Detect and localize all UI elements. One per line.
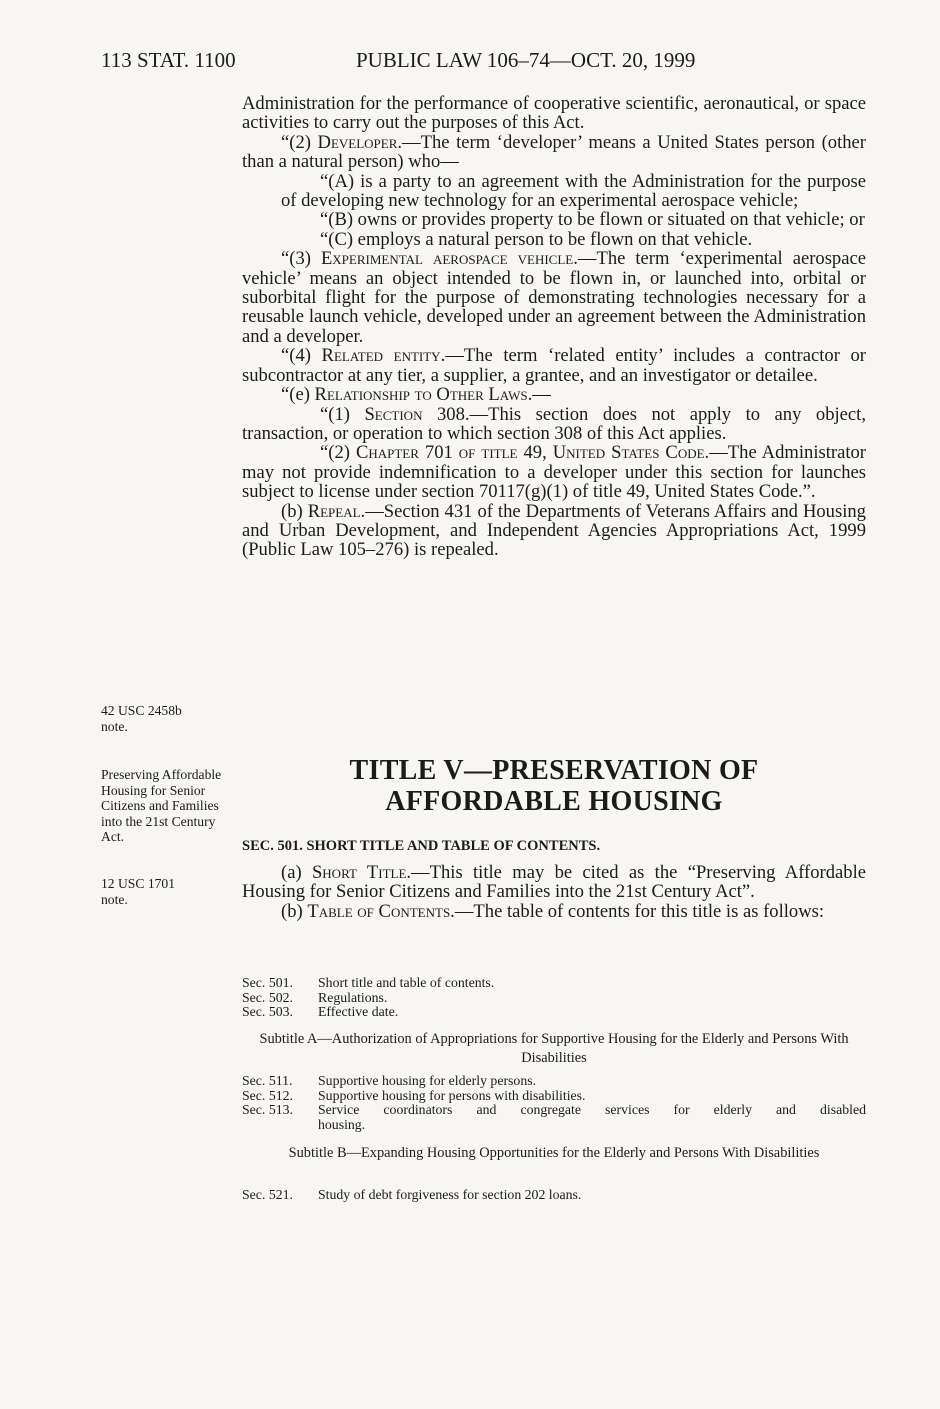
toc-subtitle-a bbox=[242, 1030, 866, 1067]
term-heading: Relationship to Other Laws. bbox=[314, 384, 533, 406]
toc-item: Sec. 501. Short title and table of contents. bbox=[242, 975, 495, 990]
toc-item: Sec. 502. Regulations. bbox=[242, 989, 388, 1005]
term-heading: Repeal. bbox=[307, 500, 366, 522]
public-law-heading: PUBLIC LAW 106–74—OCT. 20, 1999 bbox=[356, 48, 696, 72]
term-heading: Section 308. bbox=[364, 403, 470, 425]
statute-citation: 113 STAT. 1100 bbox=[101, 48, 236, 72]
margin-note-usc: 42 USC 2458b note. bbox=[101, 703, 182, 734]
term-heading: Related entity. bbox=[321, 345, 446, 367]
section-heading: SEC. 501. SHORT TITLE AND TABLE OF CONTENTS. bbox=[242, 838, 601, 854]
paragraph-table-of-contents: (b) Table of Contents.—The table of contents for this title is as follows: bbox=[281, 900, 825, 922]
paragraph-developer-c: “(C) employs a natural person to be flown on that vehicle. bbox=[320, 228, 753, 250]
paragraph-experimental-vehicle: “(3) Experimental aerospace vehicle.—The term ‘experimental aerospace vehicle’ means an object intended to be flown in, or launched into, orbital or suborbital flight for the purpose of demonstrating technologies necessary for a reusable launch vehicle, developed under an agreement between the Administration and a developer. bbox=[242, 248, 866, 347]
term-heading: Table of Contents. bbox=[307, 900, 455, 922]
margin-note-usc-1701: 12 USC 1701 note. bbox=[101, 876, 176, 907]
title-line-2: AFFORDABLE HOUSING bbox=[385, 786, 723, 817]
term-heading: Developer. bbox=[317, 131, 403, 153]
paragraph-section-308: “(1) Section 308.—This section does not apply to any object, transaction, or operation to which section 308 of this Act applies. bbox=[242, 403, 866, 444]
paragraph-developer: “(2) Developer.—The term ‘developer’ means a United States person (other than a natural person) who— bbox=[242, 131, 866, 173]
toc-group-subtitle-a bbox=[242, 1074, 866, 1132]
subtitle-a-heading: Subtitle A—Authorization of Appropriations for Supportive Housing for the Elderly and Persons With Disabilities bbox=[259, 1031, 849, 1066]
toc-group-subtitle-b bbox=[242, 1188, 866, 1203]
running-header bbox=[101, 48, 870, 76]
toc-item: Sec. 521. Study of debt forgiveness for section 202 loans. bbox=[242, 1187, 582, 1202]
title-line-1: TITLE V—PRESERVATION OF bbox=[349, 755, 759, 786]
toc-group-general bbox=[242, 976, 866, 1020]
paragraph-short-title: (a) Short Title.—This title may be cited as the “Preserving Affordable Housing for Senior Citizens and Families into the 21st Century Act”. bbox=[242, 862, 866, 903]
body-text bbox=[242, 94, 866, 560]
term-heading: Experimental aerospace vehicle. bbox=[320, 248, 578, 270]
paragraph-developer-a: “(A) is a party to an agreement with the Administration for the purpose of developing new technology for an experimental aerospace vehicle; bbox=[281, 170, 866, 212]
paragraph-developer-b: “(B) owns or provides property to be flown or situated on that vehicle; or bbox=[320, 209, 865, 231]
toc-item: Sec. 511. Supportive housing for elderly persons. bbox=[242, 1073, 537, 1088]
subtitle-b-heading: Subtitle B—Expanding Housing Opportunities for the Elderly and Persons With Disabilities bbox=[288, 1145, 820, 1161]
title-heading bbox=[242, 755, 866, 817]
term-heading: Short Title. bbox=[311, 862, 412, 883]
paragraph-repeal: (b) Repeal.—Section 431 of the Departments of Veterans Affairs and Housing and Urban Development, and Independent Agencies Appropriations Act, 1999 (Public Law 105–276) is repealed. bbox=[242, 500, 866, 561]
margin-note-act-name: Preserving Affordable Housing for Senior Citizens and Families into the 21st Century Act. bbox=[101, 767, 222, 845]
toc-subtitle-b bbox=[242, 1144, 866, 1163]
paragraph: Administration for the performance of cooperative scientific, aeronautical, or space activities to carry out the purposes of this Act. bbox=[242, 93, 866, 134]
paragraph-chapter-701: “(2) Chapter 701 of title 49, United States Code.—The Administrator may not provide indemnification to a developer under this section for launches subject to license under section 70117(g)(1) of title 49, United States Code.”. bbox=[242, 442, 866, 503]
toc-item: Sec. 503. Effective date. bbox=[242, 1004, 399, 1020]
paragraph-related-entity: “(4) Related entity.—The term ‘related entity’ includes a contractor or subcontractor at any tier, a supplier, a grantee, and an investigator or detailee. bbox=[242, 345, 866, 386]
paragraph-relationship: “(e) Relationship to Other Laws.— bbox=[281, 384, 551, 406]
toc-item: Sec. 512. Supportive housing for persons with disabilities. bbox=[242, 1087, 586, 1103]
term-heading: Chapter 701 of title 49, United States Code. bbox=[355, 442, 710, 464]
toc-item: Sec. 513. Service coordinators and congregate services for elderly and disabled bbox=[242, 1102, 866, 1118]
section-body bbox=[242, 863, 866, 921]
toc-item-continuation: housing. bbox=[318, 1116, 366, 1132]
